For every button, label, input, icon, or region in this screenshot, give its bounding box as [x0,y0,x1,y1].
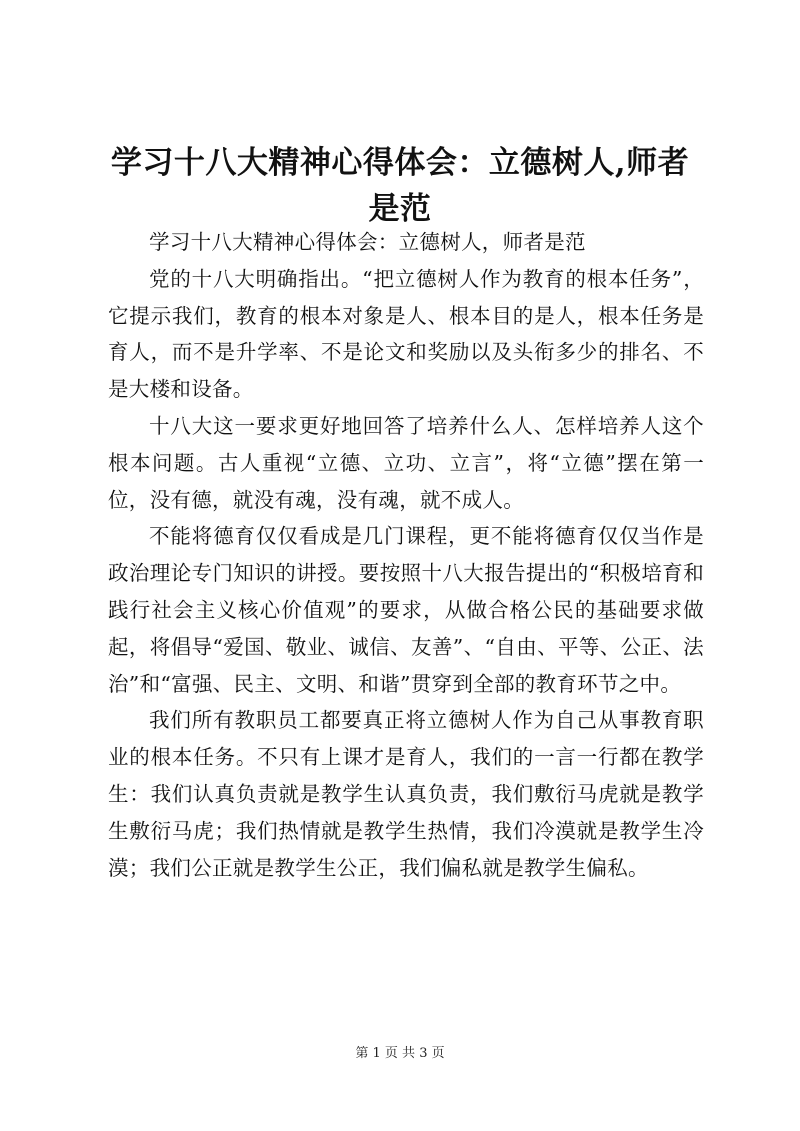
paragraph: 不能将德育仅仅看成是几门课程，更不能将德育仅仅当作是政治理论专门知识的讲授。要按照十八大报告提出的“积极培育和践行社会主义核心价值观”的要求，从做合格公民的基础要求做起，将倡导“爱国、敬业、诚信、友善”、“自由、平等、公正、法治”和“富强、民主、文明、和谐”贯穿到全部的教育环节之中。 [108,524,704,696]
paragraph: 党的十八大明确指出。“把立德树人作为教育的根本任务”，它提示我们，教育的根本对象是人、根本目的是人，根本任务是育人，而不是升学率、不是论文和奖励以及头衔多少的排名、不是大楼和设备。 [108,266,704,402]
paragraph-subtitle: 学习十八大精神心得体会：立德树人，师者是范 [149,230,586,254]
paragraph: 十八大这一要求更好地回答了培养什么人、怎样培养人这个根本问题。古人重视“立德、立功、立言”，将“立德”摆在第一位，没有德，就没有魂，没有魂，就不成人。 [108,413,704,512]
page-footer: 第 1 页 共 3 页 [355,1046,445,1061]
document-body [108,224,704,886]
paragraph: 我们所有教职员工都要真正将立德树人作为自己从事教育职业的根本任务。不只有上课才是育人，我们的一言一行都在教学生：我们认真负责就是教学生认真负责，我们敷衍马虎就是教学生敷衍马虎；我们热情就是教学生热情，我们冷漠就是教学生冷漠；我们公正就是教学生公正，我们偏私就是教学生偏私。 [108,708,704,880]
document-title: 学习十八大精神心得体会：立德树人,师者是范 [110,145,690,227]
